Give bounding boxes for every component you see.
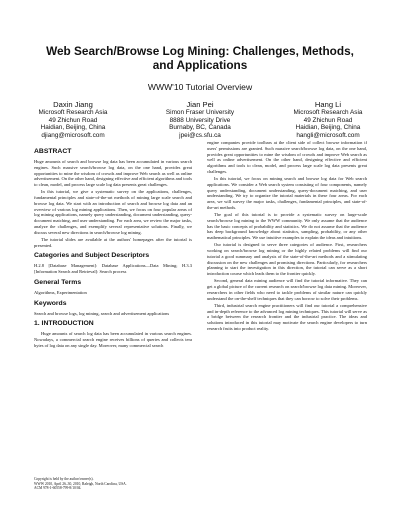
introduction-paragraph: Huge amounts of search log data has been accumulated in various search engines. Nowadays, a commercial search engine receives billions of queries and collects tera bytes of log data on any single day. Moreover, many commercial search xyxy=(34,331,192,348)
categories-text: H.2.8 [Database Management]: Database Applications—Data Mining; H.3.3 [Information Search and Retrieval]: Search process xyxy=(34,263,192,274)
copyright-footer xyxy=(34,477,192,491)
abstract-heading: ABSTRACT xyxy=(34,148,72,155)
author-block xyxy=(268,100,388,139)
author-address: 49 Zhichun Road xyxy=(303,116,353,124)
author-address: 8888 University Drive xyxy=(169,116,231,124)
author-name: Daxin Jiang xyxy=(53,100,93,109)
author-block xyxy=(13,100,133,139)
author-affiliation: Microsoft Research Asia xyxy=(38,109,108,116)
author-address: 49 Zhichun Road xyxy=(48,116,98,124)
copyright-line: WWW 2010, April 26–30, 2010, Raleigh, North Carolina, USA. xyxy=(34,481,127,486)
body-paragraph: Our tutorial is designed to serve three categories of audience. First, researchers working on search/browse log mining or the highly related problems will find our tutorial a good summary and analysis of the state-of-the-art methods and a stimulating discussion on the new challenges and promising directions. Particularly, for researchers planning to start the investigation in this direction, the tutorial can serve as a short introduction course which leads them to the frontier quickly. xyxy=(207,242,367,276)
author-address: Haidian, Beijing, China xyxy=(40,124,106,132)
author-address: Burnaby, BC, Canada xyxy=(169,124,231,132)
body-paragraph: Second, general data mining audience will find the tutorial informative. They can get a global picture of the current research on search/browse log data mining. Moreover, researchers in other fields who need to tackle problems of similar nature can quickly understand the on-the-shelf techniques that they can borrow to solve their problems. xyxy=(207,278,367,301)
paper-subtitle: WWW'10 Tutorial Overview xyxy=(147,82,253,92)
categories-heading: Categories and Subject Descriptors xyxy=(34,252,150,260)
author-email: djiang@microsoft.com xyxy=(41,131,105,139)
body-paragraph: engine companies provide toolbars at the client side of collect browse information if users' permissions are granted. Such massive search/browse log data, on the one hand, provides great opportunities to mine the wisdom of crowds and improve Web search as well as online advertisement. On the other hand, designing effective and efficient algorithms and tools to clean, model, and process large scale log data presents great challenges. xyxy=(207,140,367,174)
author-address: Haidian, Beijing, China xyxy=(295,124,361,132)
paper-title-line-1: Web Search/Browse Log Mining: Challenges, Methods, xyxy=(46,44,354,58)
copyright-line: Copyright is held by the author/owner(s). xyxy=(34,477,94,481)
keywords-text: Search and browse logs, log mining, search and advertisement applications xyxy=(34,310,170,316)
copyright-line: ACM 978-1-60558-799-8/10/04. xyxy=(34,486,82,491)
author-name: Hang Li xyxy=(314,100,342,109)
introduction-heading: 1. INTRODUCTION xyxy=(34,320,94,328)
general-terms-heading: General Terms xyxy=(34,278,82,286)
keywords-heading: Keywords xyxy=(34,299,67,307)
abstract-paragraph: The tutorial slides are available at the authors' homepages after the tutorial is presented. xyxy=(34,236,192,248)
left-column xyxy=(34,148,192,350)
author-block xyxy=(140,100,260,139)
author-email: jpei@cs.sfu.ca xyxy=(179,131,221,139)
body-paragraph: Third, industrial search engine practitioners will find our tutorial a comprehensive and in-depth reference to the advanced log mining techniques. This tutorial will serve as a bridge between the research frontier and the industrial practice. The ideas and solutions introduced in this tutorial may motivate the search engine developers to turn research fruits into product reality. xyxy=(207,302,367,331)
abstract-paragraph: Huge amounts of search and browse log data has been accumulated in various search engines. Such massive search/browse log data, on the one hand, provides great opportunities to mine the wisdom of crowds and improve Web search as well as online advertisement. On the other hand, designing effective and efficient algorithms and tools to clean, model, and process large scale log data presents great challenges. xyxy=(34,159,192,187)
right-column xyxy=(207,140,367,332)
body-paragraph: In this tutorial, we focus on mining search and browse log data for Web search applications. We consider a Web search system consisting of four components, namely query understanding, document understanding, query-document matching, and user understanding. We try to organize the tutorial materials in these four areas. For each area, we will survey the major tasks, challenges, fundamental principles, and state-of-the-art methods. xyxy=(207,176,367,210)
author-email: hangli@microsoft.com xyxy=(296,131,360,139)
author-affiliation: Simon Fraser University xyxy=(165,109,235,116)
body-paragraph: The goal of this tutorial is to provide a systematic survey on large-scale search/browse log mining to the WWW community. We only assume that the audience has the basic concepts of probability and statistics. We do not assume that the audience has deep background knowledge about statistics, sampling, probability, or any other mathematical principles. We use intuitive examples to explain the ideas and intuitions. xyxy=(207,212,367,240)
author-affiliation: Microsoft Research Asia xyxy=(293,109,363,116)
author-name: Jian Pei xyxy=(186,100,214,109)
paper-title-line-2: and Applications xyxy=(152,58,248,72)
general-terms-text: Algorithms, Experimentation xyxy=(34,289,87,295)
abstract-paragraph: In this tutorial, we give a systematic survey on the applications, challenges, fundamental principles and state-of-the-art methods of mining large scale search and browse log data. We start with an introduction of search and browse log data and an overview of various log mining applications. Then, we focus on four popular areas of log mining applications, namely query understanding, document understanding, query-document matching, and user understanding. For each area, we review the major tasks, analyze the challenges, and exemplify several representative solutions. Finally, we discuss several new directions in search/browse log mining. xyxy=(34,189,192,235)
